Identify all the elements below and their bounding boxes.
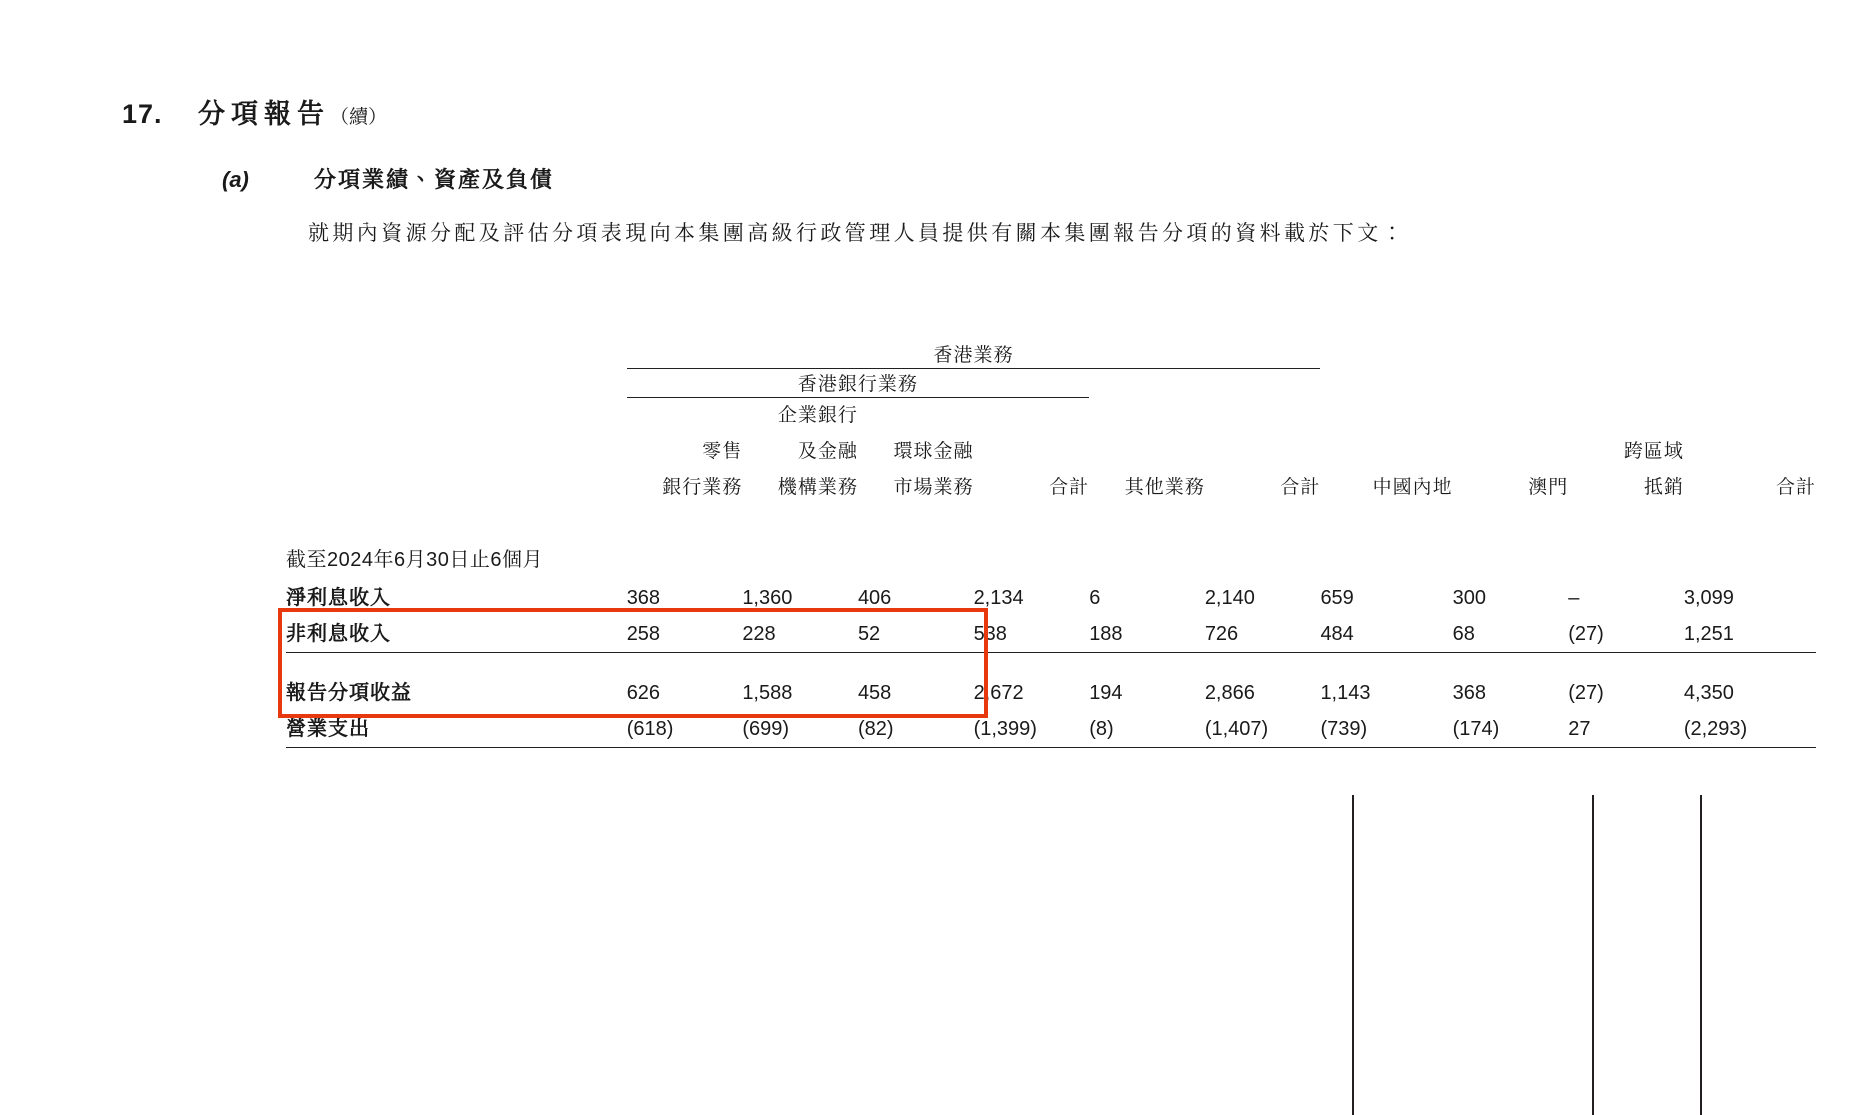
cell: (699) [742,718,790,740]
colhead-3-l3: 市場業務 [893,477,974,498]
cell: 2,672 [973,682,1024,704]
colhead-4-l1 [974,398,1090,434]
cell: (1,407) [1204,718,1269,740]
cell: 2,866 [1204,682,1255,704]
empty-cell [627,540,1816,580]
colhead-10-l2 [1684,434,1816,470]
period-label: 截至2024年6月30日止6個月 [286,549,543,571]
colhead-6-l1 [1205,398,1321,434]
column-separator-total-hk-banking [1352,795,1354,1115]
cell: (2,293) [1683,718,1748,740]
cell: 1,360 [742,587,793,609]
colhead-4-l3: 合計 [1049,477,1090,498]
cell: 1,143 [1320,682,1371,704]
cell: 484 [1320,623,1354,645]
cell: 726 [1204,623,1239,645]
empty-cell [286,434,627,470]
empty-cell [1320,340,1816,367]
colhead-1-l3: 銀行業務 [662,477,743,498]
empty-cell [286,398,627,434]
cell: 1,251 [1683,623,1734,645]
section-number: 17. [122,99,163,129]
colhead-5-l2 [1089,434,1205,470]
colhead-1-l2: 零售 [702,441,743,462]
subsection-label: (a) [222,167,249,192]
table-row [286,675,1816,711]
cell: (618) [626,718,674,740]
cell: 300 [1452,587,1486,609]
segment-table [286,340,1816,748]
colhead-7-l2 [1320,434,1452,470]
cell: 6 [1089,587,1101,609]
cell: 52 [857,623,881,645]
cell: 228 [742,623,776,645]
cell: (27) [1568,682,1604,704]
colhead-2-l3: 機構業務 [777,477,858,498]
column-separator-total-hk [1592,795,1594,1115]
row-label-non-interest-income: 非利息收入 [286,623,391,645]
colhead-8-l3: 澳門 [1528,477,1569,498]
cell: 458 [857,682,892,704]
cell: (174) [1452,718,1500,740]
colhead-6-l2 [1205,434,1321,470]
cell: 2,134 [973,587,1024,609]
cell: 626 [626,682,661,704]
group-header-hk-business-row [286,340,1816,367]
cell: 659 [1320,587,1354,609]
colhead-7-l1 [1320,398,1452,434]
rule-bottom-row [286,748,1816,749]
colhead-3-l2: 環球金融 [893,441,974,462]
colhead-6-l3: 合計 [1280,477,1321,498]
subsection-title: 分項業績、資產及負債 [314,167,555,192]
cell: 4,350 [1683,682,1734,704]
cell: 258 [626,623,661,645]
column-header-line1 [286,398,1816,434]
column-separator-grand-total [1700,795,1702,1115]
cell: 368 [1452,682,1486,704]
subsection-heading [222,163,554,194]
colhead-4-l2 [974,434,1090,470]
cell: 194 [1089,682,1123,704]
empty-cell [286,340,627,367]
subsection-paragraph: 就期內資源分配及評估分項表現向本集團高級行政管理人員提供有關本集團報告分項的資料載於下文： [308,222,1406,245]
cell: (82) [857,718,894,740]
cell: – [1568,587,1580,609]
column-header-line3 [286,470,1816,506]
cell: 538 [973,623,1007,645]
cell: 2,140 [1204,587,1255,609]
empty-cell [286,369,627,396]
section-title-suffix: （續） [330,107,388,128]
cell: 27 [1568,718,1591,740]
cell: 68 [1452,623,1475,645]
cell: (27) [1568,623,1604,645]
table-row [286,616,1816,653]
cell: (8) [1089,718,1114,740]
colhead-2-l2: 及金融 [797,441,858,462]
group-header-hk-business: 香港業務 [933,345,1014,366]
empty-cell [1089,369,1816,396]
column-header-line2 [286,434,1816,470]
colhead-3-l1 [858,398,974,434]
group-header-hk-banking-row [286,369,1816,396]
segment-table-wrapper [286,340,1816,748]
spacer-row [286,506,1816,540]
section-heading [122,92,387,131]
row-label-net-interest-income: 淨利息收入 [286,587,391,609]
row-label-reportable-segment-revenue: 報告分項收益 [286,682,412,704]
row-label-operating-expenses: 營業支出 [286,718,370,740]
colhead-9-l1 [1568,398,1684,434]
cell: 406 [857,587,892,609]
colhead-7-l3: 中國內地 [1372,477,1453,498]
section-title: 分項報告（續） [198,99,388,129]
colhead-8-l1 [1453,398,1569,434]
colhead-10-l3: 合計 [1775,477,1816,498]
table-row [286,580,1816,616]
cell: (739) [1320,718,1368,740]
table-row [286,711,1816,748]
cell: 368 [626,587,661,609]
cell: 188 [1089,623,1123,645]
cell: 3,099 [1683,587,1734,609]
empty-cell [286,470,627,506]
colhead-9-l2: 跨區域 [1623,441,1684,462]
colhead-9-l3: 抵銷 [1643,477,1684,498]
colhead-2-l1: 企業銀行 [777,405,858,426]
colhead-8-l2 [1453,434,1569,470]
cell: (1,399) [973,718,1037,740]
colhead-10-l1 [1684,398,1816,434]
colhead-1-l1 [627,398,743,434]
group-header-hk-banking: 香港銀行業務 [797,374,918,395]
spacer-row [286,653,1816,675]
period-label-row [286,540,1816,580]
colhead-5-l3: 其他業務 [1124,477,1205,498]
colhead-5-l1 [1089,398,1205,434]
cell: 1,588 [742,682,793,704]
